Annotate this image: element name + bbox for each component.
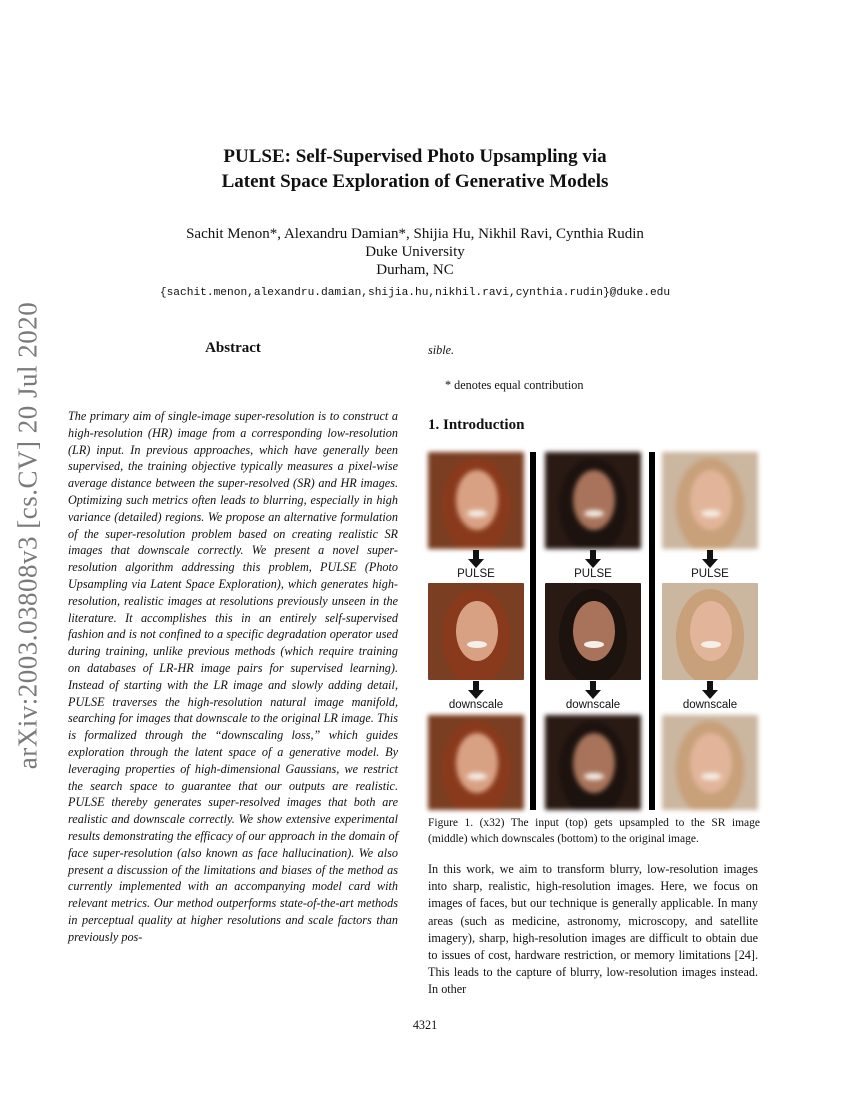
pulse-label: PULSE: [574, 568, 612, 580]
figure-1: [428, 452, 758, 810]
smile-shape: [584, 773, 604, 780]
pulse-label: PULSE: [457, 568, 495, 580]
face-shape: [573, 733, 615, 793]
pulse-arrow: [545, 550, 641, 586]
location: Durham, NC: [376, 262, 454, 278]
title-line-2: Latent Space Exploration of Generative Models: [221, 171, 609, 192]
column-separator: [649, 452, 655, 810]
face-shape: [690, 733, 732, 793]
sr-face-image: [545, 583, 641, 680]
downscaled-face-image: [428, 715, 524, 810]
column-separator: [530, 452, 536, 810]
pulse-arrow: [662, 550, 758, 586]
affiliation: Duke University: [365, 244, 465, 260]
downscaled-face-image: [545, 715, 641, 810]
arxiv-stamp: arXiv:2003.03808v3 [cs.CV] 20 Jul 2020: [12, 301, 43, 770]
face-shape: [456, 601, 498, 661]
input-face-image: [662, 452, 758, 549]
downscaled-face-image: [662, 715, 758, 810]
author-emails: {sachit.menon,alexandru.damian,shijia.hu,nikhil.ravi,cynthia.rudin}@duke.edu: [159, 287, 671, 299]
sr-face-image: [428, 583, 524, 680]
downscale-label: downscale: [565, 699, 621, 711]
figure-column-1: [428, 452, 524, 810]
arrow-head: [585, 690, 601, 699]
smile-shape: [701, 773, 721, 780]
downscale-arrow: [428, 681, 524, 717]
arrow-head: [585, 559, 601, 568]
equal-contribution-footnote: * denotes equal contribution: [445, 378, 584, 392]
smile-shape: [701, 641, 721, 648]
downscale-arrow: [545, 681, 641, 717]
arrow-head: [702, 690, 718, 699]
downscale-label: downscale: [448, 699, 504, 711]
title-line-1: PULSE: Self-Supervised Photo Upsampling via: [223, 146, 607, 167]
figure-1-caption: Figure 1. (x32) The input (top) gets upsampled to the SR image (middle) which downscales (bottom) to the original image.: [428, 817, 760, 845]
figure-column-2: [545, 452, 641, 810]
smile-shape: [467, 641, 487, 648]
smile-shape: [584, 641, 604, 648]
arrow-head: [468, 690, 484, 699]
smile-shape: [467, 773, 487, 780]
smile-shape: [467, 510, 487, 517]
sr-face-image: [662, 583, 758, 680]
abstract-heading: Abstract: [205, 340, 261, 356]
pulse-label: PULSE: [691, 568, 729, 580]
section-heading-introduction: 1. Introduction: [428, 417, 525, 433]
face-shape: [456, 733, 498, 793]
arrow-head: [702, 559, 718, 568]
pulse-arrow: [428, 550, 524, 586]
face-shape: [690, 601, 732, 661]
introduction-body: In this work, we aim to transform blurry, low-resolution images into sharp, realistic, high-resolution images. Here, we focus on images of faces, but our technique is generally applicable. In many areas (such as medicine, astronomy, microscopy, and satellite imagery), sharp, high-resolution images are difficult to obtain due to issues of cost, hardware restriction, or memory limitations [24]. This leads to the capture of blurry, low-resolution images instead. In other: [428, 862, 758, 997]
author-block: [110, 225, 720, 279]
downscale-arrow: [662, 681, 758, 717]
page-number: 4321: [412, 1018, 438, 1032]
smile-shape: [701, 510, 721, 517]
face-shape: [690, 470, 732, 530]
paper-title: [110, 144, 720, 194]
arrow-head: [468, 559, 484, 568]
input-face-image: [428, 452, 524, 549]
author-names: Sachit Menon*, Alexandru Damian*, Shijia Hu, Nikhil Ravi, Cynthia Rudin: [186, 226, 644, 242]
figure-column-3: [662, 452, 758, 810]
face-shape: [573, 601, 615, 661]
abstract-continuation: sible.: [428, 343, 455, 357]
face-shape: [456, 470, 498, 530]
face-shape: [573, 470, 615, 530]
smile-shape: [584, 510, 604, 517]
abstract-body: The primary aim of single-image super-resolution is to construct a high-resolution (HR) image from a corresponding low-resolution (LR) input. In previous approaches, which have generally been supervised, the training objective typically measures a pixel-wise average distance between the super-resolved (SR) and HR images. Optimizing such metrics often leads to blurring, especially in high variance (detailed) regions. We propose an alternative formulation of the super-resolution problem based on creating realistic SR images that downscale correctly. We present a novel super-resolution algorithm addressing this problem, PULSE (Photo Upsampling via Latent Space Exploration), which generates high-resolution, realistic images at resolutions previously unseen in the literature. It accomplishes this in an entirely self-supervised fashion and is not confined to a specific degradation operator used during training, unlike previous methods (which require training on databases of LR-HR image pairs for supervised learning). Instead of starting with the LR image and slowly adding detail, PULSE traverses the high-resolution natural image manifold, searching for images that downscale to the original LR image. This is formalized through the “downscaling loss,” which guides exploration through the latent space of a generative model. By leveraging properties of high-dimensional Gaussians, we restrict the search space to guarantee that our outputs are realistic. PULSE thereby generates super-resolved images that both are realistic and downscale correctly. We show extensive experimental results demonstrating the efficacy of our approach in the domain of face super-resolution (also known as face hallucination). We also present a discussion of the limitations and biases of the method as currently implemented with an accompanying model card with relevant metrics. Our method outperforms state-of-the-art methods in perceptual quality at higher resolutions and scale factors than previously pos-: [68, 409, 398, 944]
downscale-label: downscale: [682, 699, 738, 711]
input-face-image: [545, 452, 641, 549]
